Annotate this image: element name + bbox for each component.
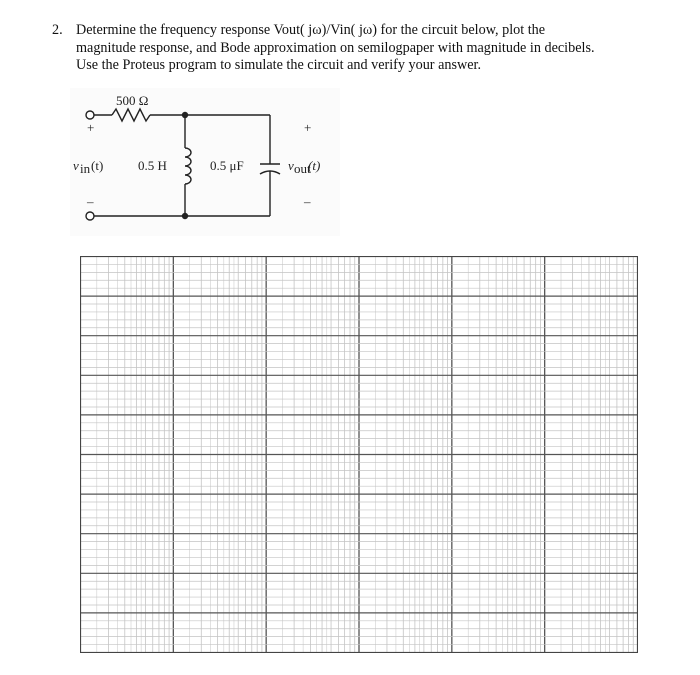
node-bottom <box>182 213 188 219</box>
input-minus-sign: – <box>87 194 94 209</box>
semilog-graph-paper <box>80 256 638 653</box>
problem-text <box>76 22 676 75</box>
circuit-diagram <box>70 88 340 236</box>
vout-argument: (t) <box>308 158 321 173</box>
circuit-schematic <box>70 88 340 236</box>
input-plus-sign: + <box>87 120 95 135</box>
problem-line-3: Use the Proteus program to simulate the circuit and verify your answer. <box>76 57 482 73</box>
vin-subscript: in <box>80 161 91 176</box>
resistor-symbol <box>112 109 150 121</box>
vout-subscript: out <box>294 161 311 176</box>
capacitor-label: 0.5 μF <box>210 158 244 173</box>
vin-label <box>73 158 103 176</box>
vin-argument: (t) <box>91 158 104 173</box>
inductor-symbol <box>185 148 191 184</box>
vout-label <box>288 158 320 176</box>
output-minus-sign: – <box>304 194 311 209</box>
problem-line-1: Determine the frequency response Vout( jω)/Vin( jω) for the circuit below, plot the <box>76 22 546 38</box>
problem-number: 2. <box>52 22 63 38</box>
input-terminal-top <box>86 111 94 119</box>
vout-symbol: v <box>288 158 294 173</box>
inductor-label: 0.5 H <box>138 158 167 173</box>
vin-symbol: v <box>73 158 79 173</box>
problem-line-2: magnitude response, and Bode approximation on semilogpaper with magnitude in decibels. <box>76 39 595 56</box>
output-plus-sign: + <box>304 120 312 135</box>
grid-lines <box>81 257 638 653</box>
input-terminal-bottom <box>86 212 94 220</box>
resistor-label: 500 Ω <box>116 93 149 108</box>
